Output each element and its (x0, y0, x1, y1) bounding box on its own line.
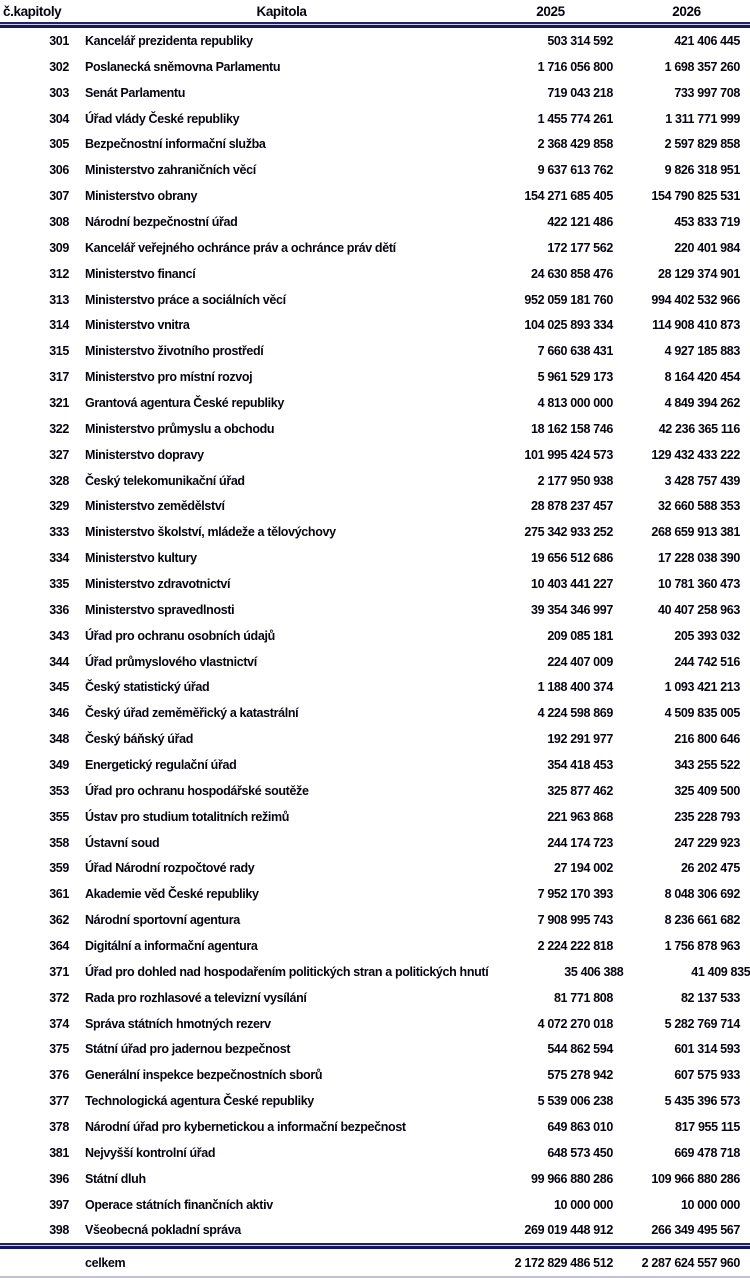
value-2026-cell: 129 432 433 222 (651, 447, 740, 462)
chapter-name-cell: Český úřad zeměměřický a katastrální (85, 706, 299, 721)
chapter-number-cell: 335 (49, 576, 69, 591)
chapter-name-cell: Národní úřad pro kybernetickou a informační bezpečnost (85, 1120, 406, 1135)
chapter-number-cell: 346 (49, 706, 69, 721)
header-year-2026: 2026 (672, 3, 701, 19)
value-2025-cell: 4 072 270 018 (537, 1016, 613, 1031)
value-2025-cell: 9 637 613 762 (537, 163, 613, 178)
value-2026-cell: 8 164 420 454 (664, 370, 740, 385)
chapter-number-cell: 362 (49, 913, 69, 928)
table-row (0, 1140, 750, 1166)
chapter-name-cell: Úřad průmyslového vlastnictví (85, 654, 257, 669)
chapter-number-cell: 321 (49, 395, 69, 410)
table-row (0, 907, 750, 933)
value-2025-cell: 648 573 450 (547, 1145, 613, 1160)
value-2025-cell: 209 085 181 (547, 628, 613, 643)
value-2026-cell: 220 401 984 (674, 240, 740, 255)
value-2025-cell: 192 291 977 (547, 732, 613, 747)
table-row (0, 80, 750, 106)
table-row (0, 131, 750, 157)
table-row (0, 364, 750, 390)
table-row (0, 856, 750, 882)
value-2026-cell: 4 509 835 005 (664, 706, 740, 721)
table-row (0, 933, 750, 959)
chapter-name-cell: Rada pro rozhlasové a televizní vysílání (85, 990, 307, 1005)
chapter-name-cell: Technologická agentura České republiky (85, 1094, 314, 1109)
value-2025-cell: 7 660 638 431 (537, 344, 613, 359)
value-2025-cell: 35 406 388 (564, 964, 624, 979)
chapter-number-cell: 355 (49, 809, 69, 824)
value-2026-cell: 343 255 522 (674, 757, 740, 772)
value-2025-cell: 104 025 893 334 (524, 318, 613, 333)
table-row (0, 54, 750, 80)
value-2026-cell: 453 833 719 (674, 214, 740, 229)
value-2026-cell: 2 597 829 858 (664, 137, 740, 152)
table-row (0, 545, 750, 571)
chapter-name-cell: Generální inspekce bezpečnostních sborů (85, 1068, 323, 1083)
value-2026-cell: 10 000 000 (680, 1197, 740, 1212)
chapter-name-cell: Ministerstvo zahraničních věcí (85, 163, 256, 178)
chapter-name-cell: Ministerstvo zdravotnictví (85, 576, 231, 591)
value-2025-cell: 27 194 002 (553, 861, 613, 876)
chapter-number-cell: 376 (49, 1068, 69, 1083)
chapter-name-cell: Ministerstvo kultury (85, 551, 197, 566)
value-2025-cell: 1 716 056 800 (537, 59, 613, 74)
value-2025-cell: 4 224 598 869 (537, 706, 613, 721)
chapter-name-cell: Úřad vlády České republiky (85, 111, 240, 126)
table-row (0, 1192, 750, 1218)
value-2025-cell: 101 995 424 573 (524, 447, 613, 462)
table-row (0, 235, 750, 261)
chapter-name-cell: Správa státních hmotných rezerv (85, 1016, 271, 1031)
value-2026-cell: 82 137 533 (680, 990, 740, 1005)
table-row (0, 1062, 750, 1088)
chapter-name-cell: Všeobecná pokladní správa (85, 1223, 241, 1238)
value-2025-cell: 575 278 942 (547, 1068, 613, 1083)
value-2025-cell: 503 314 592 (547, 33, 613, 48)
value-2025-cell: 325 877 462 (547, 783, 613, 798)
chapter-number-cell: 378 (49, 1120, 69, 1135)
chapter-name-cell: Národní bezpečnostní úřad (85, 214, 238, 229)
chapter-number-cell: 381 (49, 1145, 69, 1160)
chapter-name-cell: Ministerstvo vnitra (85, 318, 190, 333)
value-2026-cell: 817 955 115 (675, 1120, 740, 1135)
chapter-number-cell: 361 (49, 887, 69, 902)
table-row (0, 649, 750, 675)
value-2026-cell: 26 202 475 (680, 861, 740, 876)
chapter-name-cell: Ministerstvo spravedlnosti (85, 602, 235, 617)
table-row (0, 1114, 750, 1140)
value-2026-cell: 244 742 516 (674, 654, 740, 669)
chapter-name-cell: Operace státních finančních aktiv (85, 1197, 273, 1212)
value-2026-cell: 8 236 661 682 (664, 913, 740, 928)
chapter-number-cell: 312 (49, 266, 69, 281)
value-2025-cell: 10 403 441 227 (531, 576, 613, 591)
chapter-number-cell: 353 (49, 783, 69, 798)
chapter-name-cell: Ústavní soud (85, 835, 160, 850)
value-2025-cell: 10 000 000 (553, 1197, 613, 1212)
value-2025-cell: 2 177 950 938 (537, 473, 613, 488)
value-2026-cell: 109 966 880 286 (651, 1171, 740, 1186)
chapter-name-cell: Ministerstvo financí (85, 266, 196, 281)
table-row (0, 830, 750, 856)
table-row (0, 726, 750, 752)
value-2025-cell: 224 407 009 (547, 654, 613, 669)
chapter-name-cell: Ministerstvo průmyslu a obchodu (85, 421, 275, 436)
value-2026-cell: 601 314 593 (674, 1042, 740, 1057)
value-2025-cell: 5 539 006 238 (537, 1094, 613, 1109)
table-row (0, 468, 750, 494)
chapter-name-cell: Nejvyšší kontrolní úřad (85, 1145, 216, 1160)
chapter-number-cell: 305 (49, 137, 69, 152)
table-row (0, 1037, 750, 1063)
table-row (0, 674, 750, 700)
table-row (0, 985, 750, 1011)
chapter-number-cell: 348 (49, 732, 69, 747)
table-row (0, 959, 750, 985)
table-row (0, 597, 750, 623)
chapter-name-cell: Bezpečnostní informační služba (85, 137, 266, 152)
header-chapter-number: č.kapitoly (3, 3, 62, 19)
chapter-number-cell: 375 (49, 1042, 69, 1057)
chapter-number-cell: 328 (49, 473, 69, 488)
table-row (0, 442, 750, 468)
chapter-number-cell: 396 (49, 1171, 69, 1186)
value-2025-cell: 2 368 429 858 (537, 137, 613, 152)
chapter-name-cell: Kancelář veřejného ochránce práv a ochránce práv dětí (85, 240, 396, 255)
value-2026-cell: 266 349 495 567 (651, 1223, 740, 1238)
table-row (0, 1218, 750, 1244)
table-row (0, 287, 750, 313)
value-2025-cell: 244 174 723 (547, 835, 613, 850)
chapter-name-cell: Ministerstvo práce a sociálních věcí (85, 292, 286, 307)
value-2025-cell: 99 966 880 286 (531, 1171, 613, 1186)
table-row (0, 28, 750, 54)
chapter-name-cell: Kancelář prezidenta republiky (85, 33, 253, 48)
chapter-number-cell: 309 (49, 240, 69, 255)
value-2026-cell: 1 698 357 260 (664, 59, 740, 74)
chapter-name-cell: Ministerstvo obrany (85, 189, 198, 204)
chapter-number-cell: 334 (49, 551, 69, 566)
value-2025-cell: 18 162 158 746 (531, 421, 613, 436)
value-2026-cell: 9 826 318 951 (664, 163, 740, 178)
chapter-name-cell: Úřad pro ochranu osobních údajů (85, 628, 275, 643)
value-2025-cell: 354 418 453 (547, 757, 613, 772)
chapter-number-cell: 315 (49, 344, 69, 359)
value-2026-cell: 733 997 708 (674, 85, 740, 100)
value-2025-cell: 81 771 808 (553, 990, 613, 1005)
value-2026-cell: 5 282 769 714 (664, 1016, 740, 1031)
value-2026-cell: 421 406 445 (674, 33, 740, 48)
chapter-number-cell: 317 (49, 370, 69, 385)
chapter-name-cell: Národní sportovní agentura (85, 913, 240, 928)
chapter-number-cell: 345 (49, 680, 69, 695)
value-2025-cell: 1 455 774 261 (537, 111, 613, 126)
value-2026-cell: 32 660 588 353 (658, 499, 740, 514)
chapter-name-cell: Státní dluh (85, 1171, 146, 1186)
table-row (0, 1088, 750, 1114)
table-row (0, 390, 750, 416)
table-row (0, 183, 750, 209)
value-2025-cell: 275 342 933 252 (524, 525, 613, 540)
value-2026-cell: 994 402 532 966 (651, 292, 740, 307)
table-row (0, 157, 750, 183)
chapter-number-cell: 307 (49, 189, 69, 204)
chapter-name-cell: Senát Parlamentu (85, 85, 185, 100)
total-row (0, 1249, 750, 1276)
total-value-2026: 2 287 624 557 960 (641, 1255, 740, 1270)
chapter-number-cell: 349 (49, 757, 69, 772)
value-2026-cell: 8 048 306 692 (664, 887, 740, 902)
table-row (0, 1166, 750, 1192)
chapter-number-cell: 372 (49, 990, 69, 1005)
value-2026-cell: 4 927 185 883 (664, 344, 740, 359)
chapter-number-cell: 377 (49, 1094, 69, 1109)
chapter-number-cell: 336 (49, 602, 69, 617)
value-2026-cell: 114 908 410 873 (652, 318, 740, 333)
chapter-number-cell: 397 (49, 1197, 69, 1212)
value-2025-cell: 269 019 448 912 (524, 1223, 613, 1238)
chapter-number-cell: 327 (49, 447, 69, 462)
value-2025-cell: 4 813 000 000 (537, 395, 613, 410)
value-2025-cell: 172 177 562 (547, 240, 613, 255)
value-2026-cell: 42 236 365 116 (658, 421, 740, 436)
value-2026-cell: 28 129 374 901 (658, 266, 740, 281)
header-year-2025: 2025 (536, 3, 565, 19)
chapter-name-cell: Ministerstvo školství, mládeže a tělovýchovy (85, 525, 336, 540)
value-2026-cell: 325 409 500 (674, 783, 740, 798)
table-row (0, 493, 750, 519)
value-2025-cell: 221 963 868 (547, 809, 613, 824)
chapter-number-cell: 333 (49, 525, 69, 540)
value-2025-cell: 7 908 995 743 (537, 913, 613, 928)
chapter-number-cell: 308 (49, 214, 69, 229)
chapter-name-cell: Ministerstvo životního prostředí (85, 344, 264, 359)
chapter-name-cell: Akademie věd České republiky (85, 887, 259, 902)
chapter-number-cell: 322 (49, 421, 69, 436)
chapter-name-cell: Ministerstvo dopravy (85, 447, 204, 462)
value-2025-cell: 422 121 486 (547, 214, 613, 229)
header-chapter-name: Kapitola (256, 3, 307, 19)
chapter-name-cell: Úřad pro ochranu hospodářské soutěže (85, 783, 309, 798)
chapter-name-cell: Úřad pro dohled nad hospodařením politických stran a politických hnutí (85, 964, 489, 979)
total-value-2025: 2 172 829 486 512 (514, 1255, 613, 1270)
total-label: celkem (85, 1255, 126, 1270)
value-2026-cell: 1 756 878 963 (664, 939, 740, 953)
chapter-name-cell: Úřad Národní rozpočtové rady (85, 861, 255, 876)
chapter-number-cell: 398 (49, 1223, 69, 1238)
chapter-number-cell: 303 (49, 85, 69, 100)
value-2025-cell: 719 043 218 (547, 85, 613, 100)
value-2025-cell: 649 863 010 (547, 1120, 613, 1135)
value-2026-cell: 41 409 835 (691, 964, 750, 979)
table-row (0, 752, 750, 778)
chapter-name-cell: Digitální a informační agentura (85, 939, 258, 953)
value-2026-cell: 17 228 038 390 (658, 551, 740, 566)
chapter-name-cell: Státní úřad pro jadernou bezpečnost (85, 1042, 291, 1057)
value-2026-cell: 10 781 360 473 (658, 576, 740, 591)
value-2026-cell: 1 093 421 213 (664, 680, 740, 695)
table-row (0, 700, 750, 726)
table-body (0, 28, 750, 1243)
chapter-name-cell: Grantová agentura České republiky (85, 395, 284, 410)
chapter-number-cell: 313 (49, 292, 69, 307)
table-row (0, 571, 750, 597)
value-2026-cell: 154 790 825 531 (651, 189, 740, 204)
chapter-number-cell: 374 (49, 1016, 69, 1031)
chapter-name-cell: Český telekomunikační úřad (85, 473, 245, 488)
value-2025-cell: 24 630 858 476 (531, 266, 613, 281)
table-row (0, 209, 750, 235)
table-row (0, 261, 750, 287)
value-2026-cell: 235 228 793 (674, 809, 740, 824)
table-row (0, 881, 750, 907)
value-2026-cell: 1 311 771 999 (665, 111, 740, 126)
value-2026-cell: 216 800 646 (674, 732, 740, 747)
chapter-number-cell: 371 (49, 964, 69, 979)
value-2025-cell: 952 059 181 760 (524, 292, 613, 307)
table-row (0, 338, 750, 364)
table-row (0, 778, 750, 804)
chapter-name-cell: Ministerstvo zemědělství (85, 499, 225, 514)
value-2025-cell: 544 862 594 (547, 1042, 613, 1057)
chapter-name-cell: Český statistický úřad (85, 680, 210, 695)
chapter-number-cell: 358 (49, 835, 69, 850)
table-row (0, 416, 750, 442)
chapter-number-cell: 359 (49, 861, 69, 876)
chapter-name-cell: Ústav pro studium totalitních režimů (85, 809, 290, 824)
value-2026-cell: 669 478 718 (674, 1145, 740, 1160)
chapter-name-cell: Poslanecká sněmovna Parlamentu (85, 59, 281, 74)
value-2025-cell: 2 224 222 818 (537, 939, 613, 953)
value-2026-cell: 268 659 913 381 (651, 525, 740, 540)
chapter-name-cell: Energetický regulační úřad (85, 757, 237, 772)
table-row (0, 106, 750, 132)
chapter-number-cell: 301 (49, 33, 69, 48)
value-2026-cell: 40 407 258 963 (658, 602, 740, 617)
value-2026-cell: 5 435 396 573 (664, 1094, 740, 1109)
value-2025-cell: 19 656 512 686 (531, 551, 613, 566)
table-row (0, 312, 750, 338)
value-2026-cell: 3 428 757 439 (664, 473, 740, 488)
table-row (0, 519, 750, 545)
table-row (0, 1011, 750, 1037)
chapter-number-cell: 302 (49, 59, 69, 74)
chapter-number-cell: 364 (49, 939, 69, 953)
value-2025-cell: 39 354 346 997 (531, 602, 613, 617)
chapter-name-cell: Český báňský úřad (85, 732, 193, 747)
value-2025-cell: 28 878 237 457 (531, 499, 613, 514)
chapter-number-cell: 314 (49, 318, 69, 333)
value-2025-cell: 5 961 529 173 (537, 370, 613, 385)
value-2025-cell: 7 952 170 393 (537, 887, 613, 902)
value-2026-cell: 247 229 923 (674, 835, 740, 850)
value-2026-cell: 205 393 032 (674, 628, 740, 643)
chapter-number-cell: 306 (49, 163, 69, 178)
chapter-number-cell: 329 (49, 499, 69, 514)
value-2026-cell: 4 849 394 262 (664, 395, 740, 410)
value-2026-cell: 607 575 933 (674, 1068, 740, 1083)
table-header-row (0, 0, 750, 22)
chapter-number-cell: 344 (49, 654, 69, 669)
chapter-number-cell: 343 (49, 628, 69, 643)
value-2025-cell: 1 188 400 374 (537, 680, 613, 695)
chapter-name-cell: Ministerstvo pro místní rozvoj (85, 370, 253, 385)
table-row (0, 623, 750, 649)
chapter-number-cell: 304 (49, 111, 69, 126)
table-row (0, 804, 750, 830)
value-2025-cell: 154 271 685 405 (524, 189, 613, 204)
